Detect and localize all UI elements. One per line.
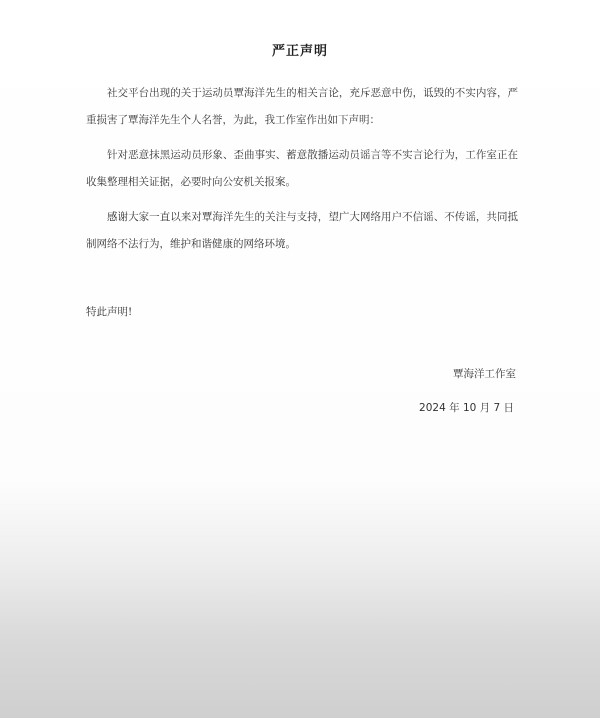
- paragraph-2: 针对恶意抹黑运动员形象、歪曲事实、蓄意散播运动员谣言等不实言论行为，工作室正在收集整理相关证据，必要时向公安机关报案。: [86, 149, 518, 188]
- statement-date: 2024 年 10 月 7 日: [419, 402, 514, 414]
- statement-title: 严正声明: [271, 44, 328, 59]
- paragraph-1: 社交平台出现的关于运动员覃海洋先生的相关言论，充斥恶意中伤，诋毁的不实内容，严重损害了覃海洋先生个人名誉，为此，我工作室作出如下声明：: [86, 87, 518, 126]
- closing-line: 特此声明!: [86, 306, 133, 318]
- signature: 覃海洋工作室: [453, 368, 516, 380]
- paragraph-3: 感谢大家一直以来对覃海洋先生的关注与支持，望广大网络用户不信谣、不传谣，共同抵制网络不法行为，维护和谐健康的网络环境。: [86, 211, 518, 250]
